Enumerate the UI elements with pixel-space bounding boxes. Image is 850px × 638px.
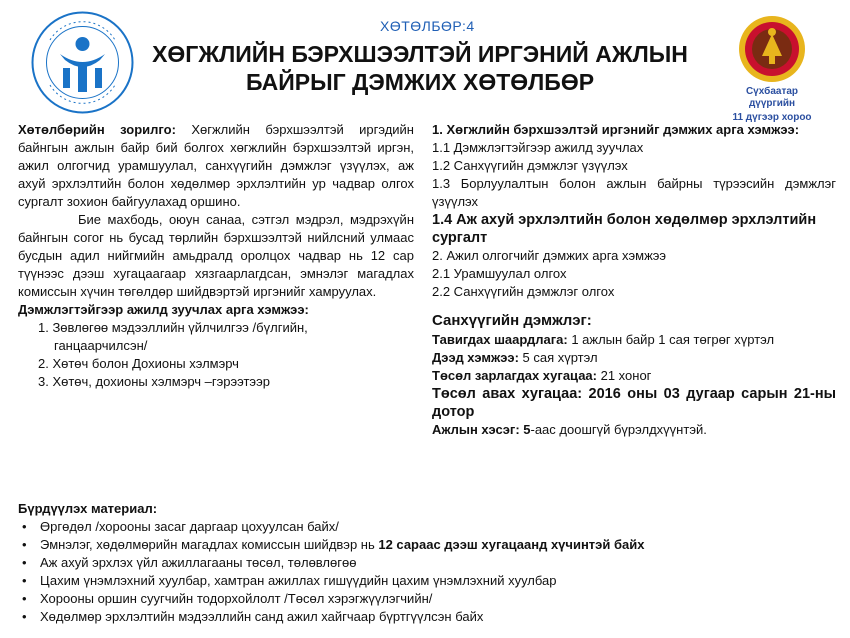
methods-list <box>18 319 414 391</box>
announcement-period-row: Төсөл зарлагдах хугацаа: 21 хоног <box>432 368 652 383</box>
right-column <box>432 121 836 439</box>
emblem-caption-2: 11 дүгээр хороо <box>732 112 812 123</box>
list-item: • Аж ахуй эрхлэх үйл ажиллагааны төсөл, төлөвлөгөө <box>18 554 838 572</box>
goal-label: Хөтөлбөрийн зорилго: <box>18 122 176 137</box>
list-item: • Хөдөлмөр эрхлэлтийн мэдээллийн санд ажил хайгчаар бүртгүүлсэн байх <box>18 608 838 626</box>
list-item: • Өргөдөл /хорооны засаг даргаар цохуулсан байх/ <box>18 518 838 536</box>
method-item: 1. Зөвлөгөө мэдээллийн үйлчилгээ /бүлгийн, <box>38 320 308 335</box>
materials-section <box>18 500 838 626</box>
title-line-2: БАЙРЫГ ДЭМЖИХ ХӨТӨЛБӨР <box>245 69 595 95</box>
method-item: 3. Хөтөч, дохионы хэлмэрч –гэрээтээр <box>38 374 270 389</box>
list-item: • Цахим үнэмлэхний хуулбар, хамтран ажиллах гишүүдийн цахим үнэмлэхний хуулбар <box>18 572 838 590</box>
list-item: • Эмнэлэг, хөдөлмөрийн магадлах комиссын шийдвэр нь 12 сараас дээш хугацаанд хүчинтэй байх <box>18 536 838 554</box>
eligibility-paragraph: Бие махбодь, оюун санаа, сэтгэл мэдрэл, мэдрэхүйн байнгын согог нь бусад төрлийн бэрхшээлтэй нийлсний улмаас бусдын адил нийгмийн амьдралд оролцох чадвар нь 12 сар түүнээс дээш хугацаагаар хязгаарлагдсан, эмнэлэг магадлах комиссын хүчин төгөлдөр шийдвэртэй иргэнийг хамруулах. <box>18 212 414 299</box>
employer-heading: 2. Ажил олгогчийг дэмжих арга хэмжээ <box>432 248 667 263</box>
employer-item: 2.2 Санхүүгийн дэмжлэг олгох <box>432 284 615 299</box>
goal-text: Хөгжлийн бэрхшээлтэй иргэдийн байнгын ажлын байр бий болгох хөгжлийн бэрхшээлтэй иргэн, ажил олгогчид урамшуулал, санхүүгийн дэмжлэг үзүүлэх, аж ахуй эрхлэлтийн болон хөдөлмөр эрхлэлтийн ур чадвар олгох сургалт зохион байгуулахад оршино. <box>18 122 414 209</box>
title-line-1: ХӨГЖЛИЙН БЭРХШЭЭЛТЭЙ ИРГЭНИЙ АЖЛЫН <box>152 41 688 67</box>
support-heading: 1. Хөгжлийн бэрхшээлтэй иргэнийг дэмжих арга хэмжээ: <box>432 122 800 137</box>
max-amount-row: Дээд хэмжээ: 5 сая хүртэл <box>432 350 598 365</box>
support-item: 1.2 Санхүүгийн дэмжлэг үзүүлэх <box>432 158 628 173</box>
method-item-continued: ганцаарчилсэн/ <box>54 338 148 353</box>
employer-item: 2.1 Урамшуулал олгох <box>432 266 567 281</box>
list-item: • Хорооны оршин суугчийн тодорхойлолт /Төсөл хэрэгжүүлэгчийн/ <box>18 590 838 608</box>
materials-title: Бүрдүүлэх материал: <box>18 501 158 516</box>
page-title <box>120 40 720 96</box>
requirement-row: Тавигдах шаардлага: 1 ажлын байр 1 сая төгрөг хүртэл <box>432 332 775 347</box>
support-item: 1.1 Дэмжлэгтэйгээр ажилд зуучлах <box>432 140 644 155</box>
emblem-icon <box>737 14 807 84</box>
methods-title: Дэмжлэгтэйгээр ажилд зуучлах арга хэмжээ: <box>18 302 309 317</box>
disability-association-logo <box>30 10 135 115</box>
support-item-bold: 1.4 Аж ахуй эрхлэлтийн болон хөдөлмөр эрхлэлтийн сургалт <box>432 212 817 246</box>
emblem-caption-1: Сүхбаатар дүүргийн <box>745 86 799 109</box>
left-column <box>18 121 414 391</box>
program-number: ХӨТӨЛБӨР:4 <box>380 18 475 34</box>
goal-paragraph <box>18 121 414 211</box>
working-group-row: Ажлын хэсэг: 5-аас доошгүй бүрэлдхүүнтэй. <box>432 422 707 437</box>
submission-deadline-row: Төсөл авах хугацаа: 2016 оны 03 дугаар сарын 21-ны дотор <box>432 386 836 420</box>
method-item: 2. Хөтөч болон Дохионы хэлмэрч <box>38 356 239 371</box>
finance-title: Санхүүгийн дэмжлэг: <box>432 312 592 329</box>
district-emblem <box>722 14 822 124</box>
support-item: 1.3 Борлуулалтын болон ажлын байрны түрээсийн дэмжлэг үзүүлэх <box>432 176 836 209</box>
materials-list <box>18 518 838 626</box>
